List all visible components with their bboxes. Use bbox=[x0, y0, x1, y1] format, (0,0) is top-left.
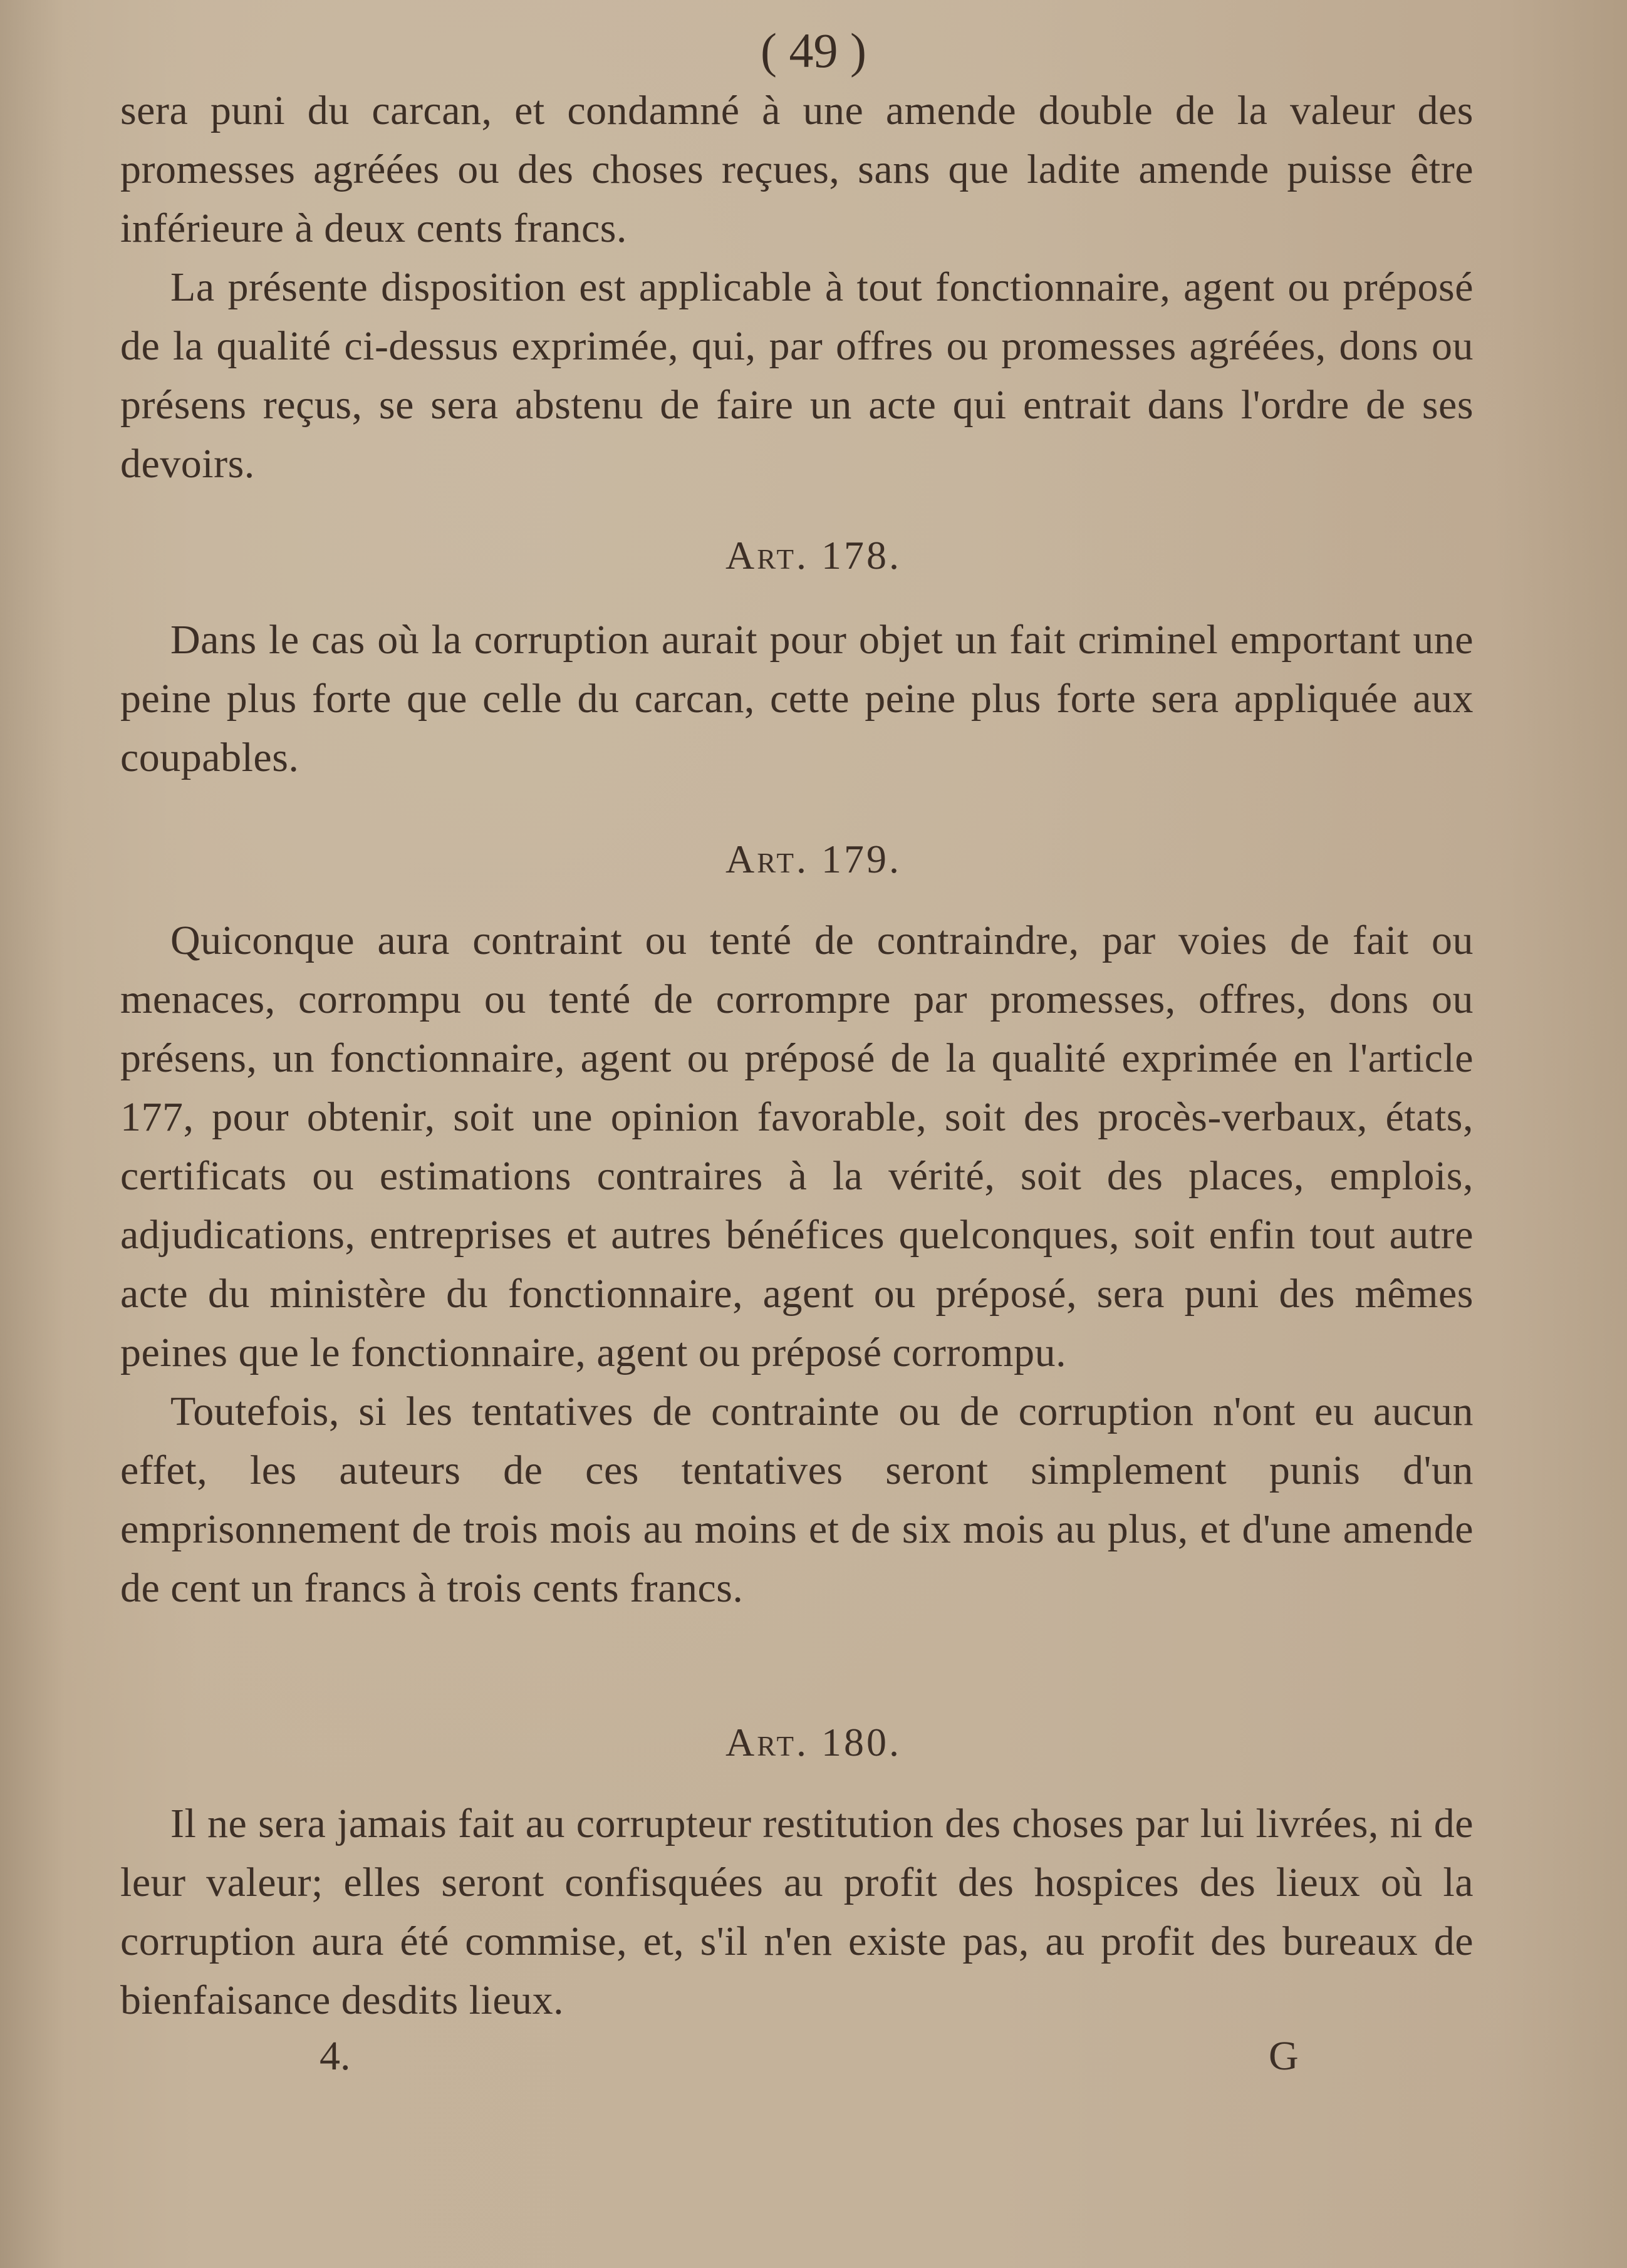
article-heading-180: Art. 180. bbox=[725, 1720, 902, 1764]
gathering-letter: G bbox=[1269, 2033, 1299, 2079]
opening-text bbox=[120, 81, 1474, 494]
paragraph-disposition: La présente disposition est applicable à tout fonctionnaire, agent ou préposé de la qualité ci-dessus exprimée, qui, par offres ou promesses agréées, dons ou présens reçus, se sera abstenu de faire un acte qui entrait dans l'ordre de ses devoirs. bbox=[120, 264, 1474, 487]
article-heading-178: Art. 178. bbox=[725, 533, 902, 577]
article-179-paragraph-1: Quiconque aura contraint ou tenté de contraindre, par voies de fait ou menaces, corrompu ou tenté de corrompre par promesses, offres, dons ou présens, un fonctionnaire, agent ou préposé de la qualité exprimée en l'article 177, pour obtenir, soit une opinion favorable, soit des procès-verbaux, états, certificats ou estimations contraires à la vérité, soit des places, emplois, adjudications, entreprises et autres bénéfices quelconques, soit enfin tout autre acte du ministère du fonctionnaire, agent ou préposé, sera puni des mêmes peines que le fonctionnaire, agent ou préposé corrompu. bbox=[120, 918, 1474, 1375]
article-178-text bbox=[120, 611, 1474, 787]
article-179-paragraph-2: Toutefois, si les tentatives de contrainte ou de corruption n'ont eu aucun effet, les auteurs de ces tentatives seront simplement punis d'un emprisonnement de trois mois au moins et de six mois au plus, et d'une amende de cent un francs à trois cents francs. bbox=[120, 1389, 1474, 1611]
article-180-paragraph: Il ne sera jamais fait au corrupteur restitution des choses par lui livrées, ni de leur valeur; elles seront confisquées au profit des hospices des lieux où la corruption aura été commise, et, s'il n'en existe pas, au profit des bureaux de bienfaisance desdits lieux. bbox=[120, 1801, 1474, 2023]
signature-mark: 4. bbox=[320, 2033, 351, 2079]
paragraph-continuation: sera puni du carcan, et condamné à une amende double de la valeur des promesses agréées ou des choses reçues, sans que ladite amende puisse être inférieure à deux cents francs. bbox=[120, 88, 1474, 251]
page-number: ( 49 ) bbox=[761, 23, 866, 78]
article-179-text bbox=[120, 911, 1474, 1618]
article-180-text bbox=[120, 1794, 1474, 2030]
article-178-paragraph: Dans le cas où la corruption aurait pour objet un fait criminel emportant une peine plus forte que celle du carcan, cette peine plus forte sera appliquée aux coupables. bbox=[120, 617, 1474, 780]
article-heading-179: Art. 179. bbox=[725, 837, 902, 881]
